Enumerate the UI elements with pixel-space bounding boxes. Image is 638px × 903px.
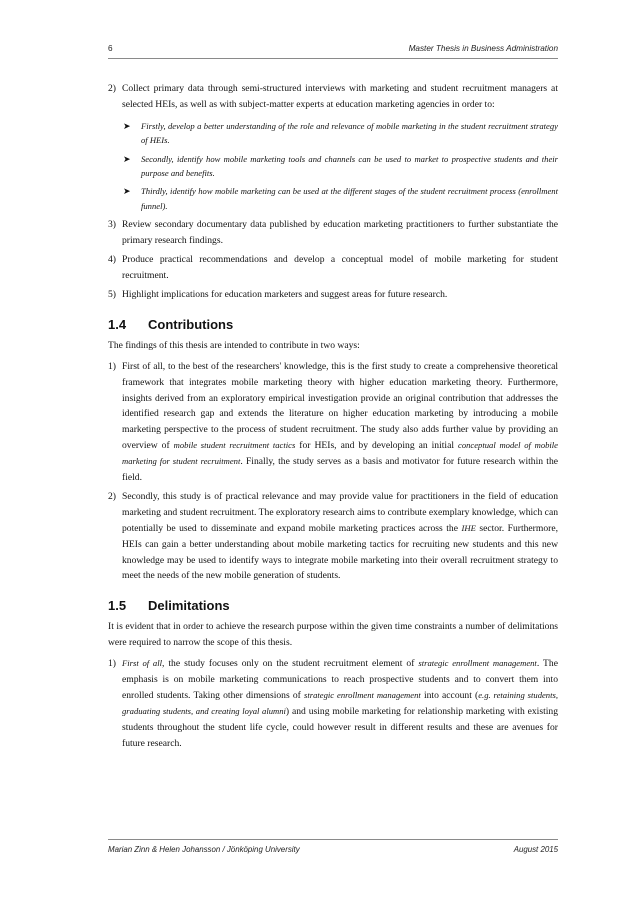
list-text: Produce practical recommendations and develop a conceptual model of mobile marketing for student recruitment. (122, 254, 558, 281)
sub-list-item (108, 119, 558, 148)
arrow-bullet-icon: ➤ (123, 153, 131, 164)
list-number: 1) (108, 360, 116, 372)
list-number: 5) (108, 288, 116, 300)
sub-list-text: Thirdly, identify how mobile marketing can be used at the different stages of the student recruitment process (enrollment funnel). (141, 186, 558, 211)
section-intro: It is evident that in order to achieve the research purpose within the given time constraints a number of delimitations were required to narrow the scope of this thesis. (108, 621, 558, 649)
emphasis-text: strategic enrollment management (304, 690, 421, 700)
emphasis-text: First of all (122, 658, 162, 669)
section-title: Delimitations (148, 598, 230, 614)
list-text-part: , the study focuses only on the student recruitment element of (161, 658, 419, 670)
list-number: 1) (108, 658, 116, 670)
list-number: 2) (108, 83, 116, 94)
list-text-part: First of all, to the best of the researchers' knowledge, this is the first study to create a comprehensive theoretical framework that integrates mobile marketing theory with higher education marketing theory. Furthermore, insights derived from an exploratory empirical investigation provide an original contribution that addresses the identified research gap and extends the literature on higher education marketing by introducing a mobile marketing perspective to the process of student recruitment. The study also adds further value by providing an overview of (122, 360, 558, 452)
header-title: Master Thesis in Business Administration (408, 44, 558, 53)
sub-list-item (108, 184, 558, 213)
section-title: Contributions (148, 316, 234, 332)
page-header (108, 44, 558, 59)
footer-authors: Marian Zinn & Helen Johansson / Jönköping University (108, 845, 300, 854)
document-body (108, 81, 558, 755)
list-number: 2) (108, 490, 116, 502)
section-number: 1.5 (108, 598, 127, 614)
sub-list-item (108, 152, 558, 181)
list-item (108, 359, 558, 486)
emphasis-text: IHE (461, 522, 476, 533)
list-item (108, 656, 558, 751)
list-item (108, 489, 558, 584)
section-number: 1.4 (108, 316, 127, 332)
page-footer (108, 839, 558, 859)
list-text-part: for HEIs, and by developing an initial (295, 440, 459, 452)
section-intro: The findings of this thesis are intended to contribute in two ways: (108, 339, 360, 351)
list-text-part: Secondly, this study is of practical relevance and may provide value for practitioners in the field of education marketing and student recruitment. The exploratory research aims to contribute exemplary knowledge, which can potentially be used to disseminate and expand mobile marketing practices across the (122, 490, 558, 534)
list-text: Review secondary documentary data published by education marketing practitioners to further substantiate the primary research findings. (122, 219, 558, 247)
list-number: 3) (108, 219, 116, 231)
list-text-part: sector. Furthermore, HEIs can gain a better understanding about mobile marketing tactics for recruiting new students and this new knowledge may be used to identify ways to integrate mobile marketing into their overall recruitment strategy to meet the needs of the new mobile generation of students. (122, 522, 558, 582)
list-number: 4) (108, 254, 116, 266)
list-item (108, 81, 558, 113)
list-text: Collect primary data through semi-structured interviews with marketing and student recruitment managers at selected HEIs, as well as with subject-matter experts at education marketing agencies in order to: (122, 83, 558, 110)
arrow-bullet-icon: ➤ (123, 186, 131, 197)
section-heading-delimitations (108, 598, 558, 614)
page-number: 6 (108, 44, 113, 53)
list-text: Highlight implications for education marketers and suggest areas for future research. (122, 288, 448, 300)
list-text-part: into account ( (420, 690, 479, 701)
list-item (108, 287, 558, 303)
emphasis-text: mobile student recruitment tactics (173, 440, 296, 451)
list-item (108, 217, 558, 249)
emphasis-text: e.g. retaining students, graduating students, and creating loyal alumni (122, 690, 558, 716)
sub-list-text: Secondly, identify how mobile marketing tools and channels can be used to market to prospective students and their purpose and benefits. (141, 153, 558, 179)
emphasis-text: strategic enrollment management (418, 658, 537, 669)
section-heading-contributions (108, 317, 558, 333)
list-text-part: . Finally, the study serves as a basis and motivator for future research within the field. (122, 456, 558, 484)
emphasis-text: conceptual model of mobile marketing for student recruitment (122, 440, 558, 467)
list-text-part: ) and using mobile marketing for relationship marketing with existing students throughout the student life cycle, could however result in different results and these are avenues for future research. (122, 705, 558, 749)
list-item (108, 252, 558, 284)
sub-list-text: Firstly, develop a better understanding of the role and relevance of mobile marketing in the student recruitment strategy of HEIs. (141, 120, 558, 146)
arrow-bullet-icon: ➤ (123, 120, 131, 131)
list-text-part: . The emphasis is on mobile marketing communications to reach prospective students and to convert them into enrolled students. Taking other dimensions of (122, 658, 558, 701)
footer-date: August 2015 (513, 845, 558, 854)
